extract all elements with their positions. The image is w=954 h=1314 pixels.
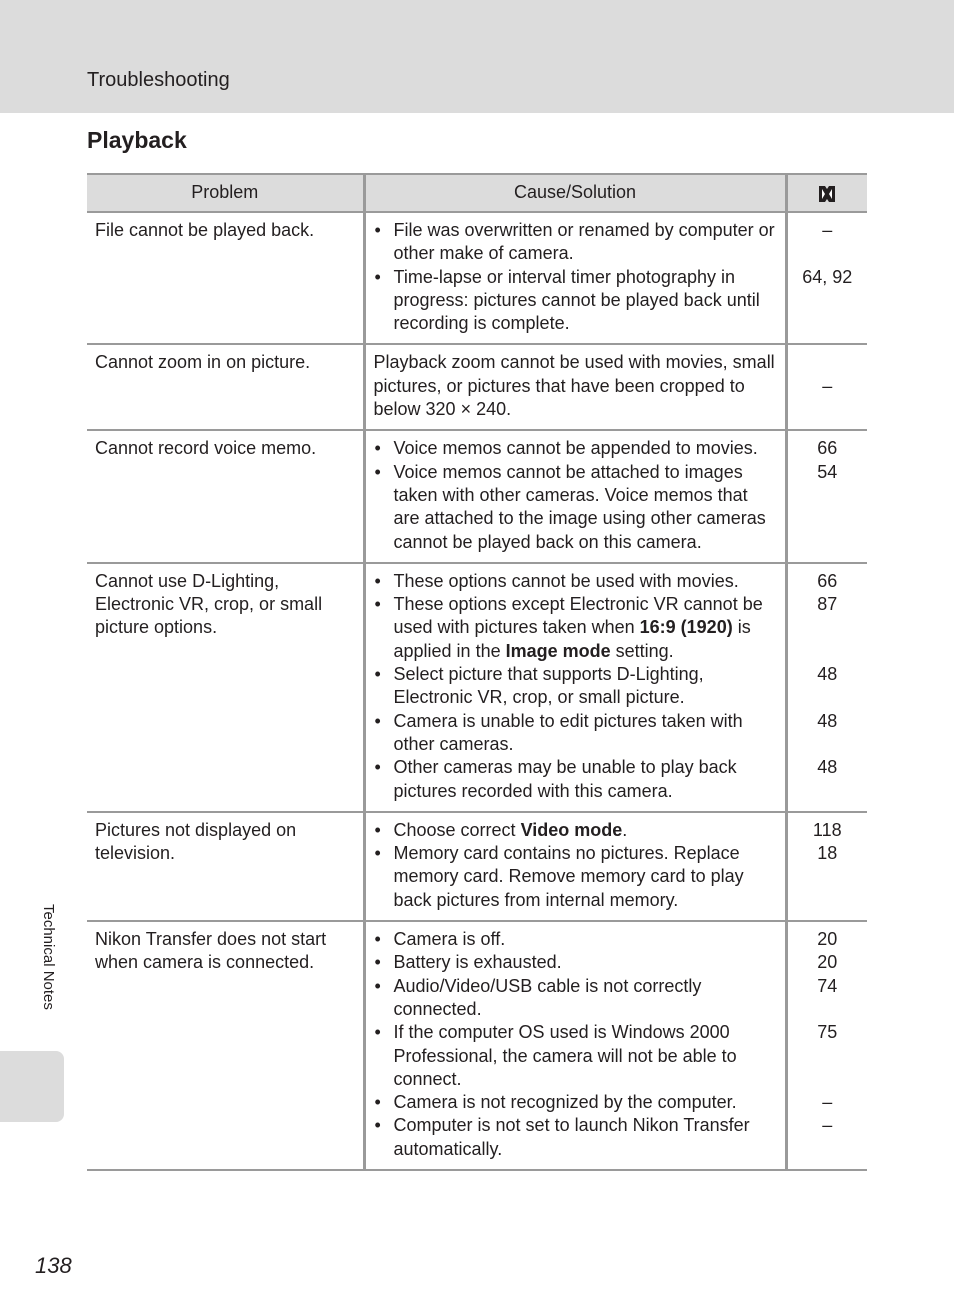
setting-name: 16:9 (1920) (639, 617, 733, 638)
page-reference: 118 (812, 819, 842, 840)
page-reference: 66 (817, 570, 838, 591)
table-row (87, 812, 867, 921)
page-reference: 64, 92 (802, 266, 853, 287)
column-header-cause: Cause/Solution (364, 174, 786, 212)
problem-cell: Nikon Transfer does not start when camera is connected. (87, 921, 364, 1170)
list-item: • Other cameras may be unable to play back pictures recorded with this camera. (374, 756, 777, 803)
setting-name: Video mode (520, 819, 623, 840)
solution-list (374, 570, 777, 803)
list-item: • Voice memos cannot be appended to movies. (374, 437, 777, 460)
reference-cell (786, 212, 867, 344)
list-item: • File was overwritten or renamed by computer or other make of camera. (374, 219, 777, 266)
problem-cell: Cannot record voice memo. (87, 430, 364, 562)
list-item: • Audio/Video/USB cable is not correctly connected. (374, 975, 777, 1022)
column-header-reference (786, 174, 867, 212)
list-item: • Camera is off. (374, 928, 777, 951)
table-row (87, 212, 867, 344)
list-item: • Voice memos cannot be attached to images taken with other cameras. Voice memos that are attached to the image using other cameras cannot be played back on this camera. (374, 461, 777, 554)
problem-cell: Pictures not displayed on television. (87, 812, 364, 921)
page-reference: 66 (817, 438, 838, 459)
solution-list (374, 928, 777, 1161)
page-reference: 20 (817, 929, 838, 950)
side-tab-label: Technical Notes (40, 904, 57, 1010)
page-reference: – (822, 220, 833, 240)
reference-cell (786, 921, 867, 1170)
reference-cell (786, 430, 867, 562)
page-reference: – (822, 1115, 833, 1136)
section-title: Playback (87, 127, 187, 153)
header-band (0, 0, 954, 113)
page-reference: 48 (817, 757, 838, 778)
page-number: 138 (35, 1253, 72, 1278)
page-reference: 87 (817, 594, 838, 615)
setting-name: Image mode (505, 640, 611, 661)
table-header-row (87, 174, 867, 212)
side-tab (0, 1051, 64, 1122)
header-title: Troubleshooting (87, 69, 230, 91)
cause-cell (364, 921, 786, 1170)
page-reference: 54 (817, 461, 838, 482)
cause-cell (364, 430, 786, 562)
list-item: • Battery is exhausted. (374, 951, 777, 974)
list-item: • Computer is not set to launch Nikon Transfer automatically. (374, 1114, 777, 1161)
page-reference: – (822, 1092, 833, 1113)
problem-cell: Cannot zoom in on picture. (87, 344, 364, 430)
table-row (87, 921, 867, 1170)
reference-cell (786, 812, 867, 921)
list-item: • Choose correct Video mode. (374, 819, 777, 842)
page-reference: 75 (817, 1022, 838, 1043)
page-reference: 48 (817, 710, 838, 731)
solution-list (374, 819, 777, 912)
solution-list (374, 437, 777, 553)
reference-cell (786, 563, 867, 812)
cause-cell: Playback zoom cannot be used with movies, small pictures, or pictures that have been cropped to below 320 × 240. (364, 344, 786, 430)
list-item: • These options cannot be used with movies. (374, 570, 777, 593)
list-item: • Camera is not recognized by the computer. (374, 1091, 777, 1114)
list-item: • These options except Electronic VR cannot be used with pictures taken when 16:9 (1920) is applied in the Image mode setting. (374, 593, 777, 663)
table-row (87, 344, 867, 430)
problem-cell: Cannot use D-Lighting, Electronic VR, crop, or small picture options. (87, 563, 364, 812)
cause-cell (364, 563, 786, 812)
page-reference-icon (818, 185, 836, 203)
reference-cell (786, 344, 867, 430)
troubleshooting-table (87, 173, 867, 1171)
cause-cell (364, 212, 786, 344)
list-item: • Time-lapse or interval timer photography in progress: pictures cannot be played back until recording is complete. (374, 266, 777, 336)
table-row (87, 430, 867, 562)
list-item: • Camera is unable to edit pictures taken with other cameras. (374, 710, 777, 757)
page-reference: 18 (817, 843, 838, 864)
solution-list (374, 219, 777, 335)
page-reference: – (822, 375, 833, 396)
page-reference: 20 (817, 952, 838, 973)
list-item: • If the computer OS used is Windows 2000 Professional, the camera will not be able to connect. (374, 1021, 777, 1091)
column-header-problem: Problem (87, 174, 364, 212)
list-item: • Select picture that supports D-Lighting, Electronic VR, crop, or small picture. (374, 663, 777, 710)
page-reference: 48 (817, 664, 838, 685)
page-reference: 74 (817, 975, 838, 996)
table-row (87, 563, 867, 812)
cause-cell (364, 812, 786, 921)
list-item: • Memory card contains no pictures. Replace memory card. Remove memory card to play back pictures from internal memory. (374, 842, 777, 912)
problem-cell: File cannot be played back. (87, 212, 364, 344)
